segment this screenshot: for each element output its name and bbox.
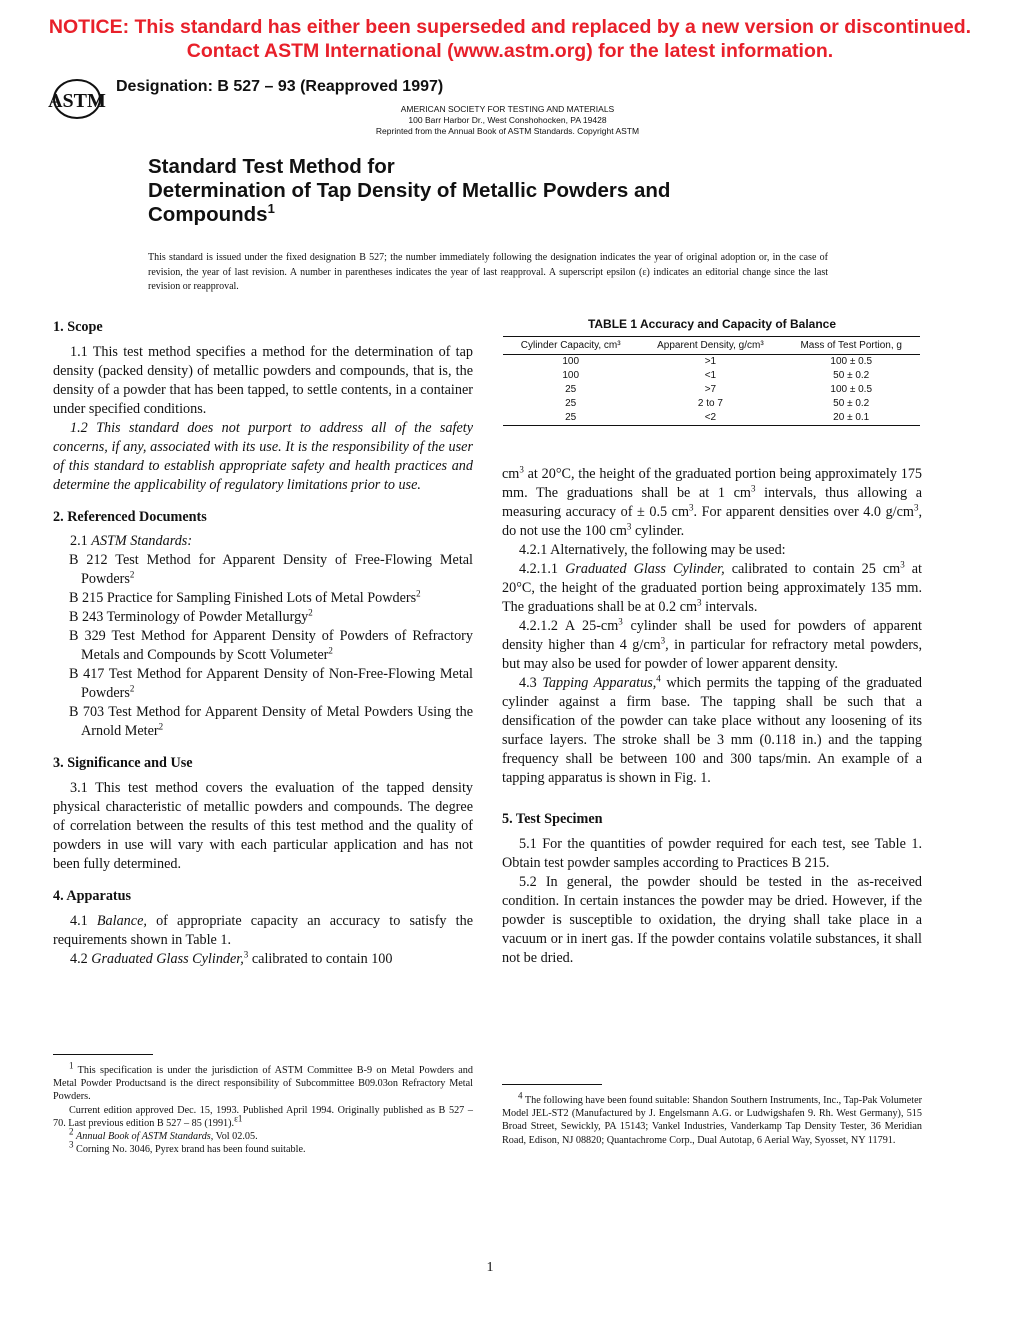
- para-4-2-1-1: [502, 560, 922, 617]
- section-2-heading: 2. Referenced Documents: [53, 509, 207, 525]
- footnote-1-text: This specification is under the jurisdiction of ASTM Committee B-9 on Metal Powders and Metal Powder Productsand is the direct responsibility of Subcommittee B09.03on Refractory Metal Powders.: [53, 1065, 473, 1103]
- footnote-3: [53, 1139, 473, 1156]
- table-cell: <1: [704, 370, 717, 381]
- cylinder-label: Graduated Glass Cylinder,: [91, 951, 244, 967]
- footnote-4-mark: 4: [518, 1090, 523, 1101]
- title-line-2: Determination of Tap Density of Metallic Powders and: [148, 179, 671, 202]
- left-column: [53, 318, 473, 969]
- reference-footnote-mark: 2: [129, 569, 135, 580]
- cube-mark: 3: [618, 616, 623, 627]
- para-4-1-num: 4.1: [70, 913, 88, 929]
- cube-mark: 3: [697, 597, 702, 608]
- reference-footnote-mark: 2: [158, 721, 164, 732]
- p4212-c: , in particular for refractory metal powders, but may also be used for powder of lower apparent density.: [502, 637, 922, 672]
- footnote-1: [53, 1060, 473, 1104]
- cube-mark: 3: [689, 502, 694, 513]
- para-4-2-1-1-num: 4.2.1.1: [519, 561, 559, 577]
- logo-text: ASTM: [48, 90, 106, 112]
- table-cell: <2: [638, 411, 782, 426]
- table-cell: 100: [562, 370, 580, 381]
- astm-logo-icon: [48, 78, 106, 120]
- section-1-heading: 1. Scope: [53, 319, 103, 335]
- p4212-b: cylinder shall be used for powders of apparent density higher than 4 g/cm: [502, 618, 922, 653]
- cube-mark: 3: [626, 521, 632, 532]
- table-header-cell: Cylinder Capacity, cm³: [503, 337, 638, 355]
- footnote-2-mark: 2: [69, 1126, 74, 1137]
- para-5-1: 5.1 For the quantities of powder required for each test, see Table 1. Obtain test powder samples according to Practices B 215.: [502, 836, 922, 871]
- footnote-2-tail: , Vol 02.05.: [210, 1131, 258, 1143]
- para-4-2-1: 4.2.1 Alternatively, the following may be used:: [519, 542, 786, 558]
- title-footnote-mark: 1: [267, 201, 275, 217]
- p4211-c: intervals.: [705, 599, 758, 615]
- table-header-cell: Mass of Test Portion, g: [782, 337, 920, 355]
- table-cell: 100 ± 0.5: [830, 356, 873, 367]
- footnotes-left: [53, 1060, 473, 1156]
- footnotes-right: [502, 1090, 922, 1147]
- society-name: AMERICAN SOCIETY FOR TESTING AND MATERIALS: [400, 104, 615, 114]
- reference-text: B 417 Test Method for Apparent Density of Non-Free-Flowing Metal Powders: [69, 666, 473, 701]
- designation: Designation: B 527 – 93 (Reapproved 1997): [116, 78, 444, 95]
- footnote-1-mark: 1: [69, 1060, 74, 1071]
- cube-mark: 3: [913, 502, 919, 513]
- reference-text: B 243 Terminology of Powder Metallurgy: [69, 609, 309, 625]
- reference-item: [53, 627, 473, 665]
- issuance-statement: This standard is issued under the fixed designation B 527; the number immediately following the designation indicates the year of original adoption or, in the case of revision, the year of last revision. A number in parentheses indicates the year of last reapproval. A superscript epsilon (ε) indicates an editorial change since the last revision or reapproval.: [148, 252, 828, 292]
- table-cell: 20 ± 0.1: [782, 411, 920, 426]
- cube-mark: 3: [660, 635, 666, 646]
- cube-mark: 3: [750, 483, 756, 494]
- footnote-rule-left: [53, 1054, 153, 1055]
- page-number: 1: [486, 1260, 494, 1275]
- para-4-3-num: 4.3: [519, 675, 537, 691]
- table-cell: 100 ± 0.5: [830, 384, 873, 395]
- reference-text: B 329 Test Method for Apparent Density of Powders of Refractory Metals and Compounds by Scott Volumeter: [69, 628, 473, 663]
- footnote-2: [53, 1126, 473, 1143]
- cont-c: intervals, thus allowing a measuring accuracy of ± 0.5 cm: [502, 485, 922, 520]
- table-1-caption: TABLE 1 Accuracy and Capacity of Balance: [587, 317, 837, 331]
- table-cell: 50 ± 0.2: [833, 398, 870, 409]
- reference-footnote-mark: 2: [129, 683, 135, 694]
- table-cell: 25: [565, 398, 577, 409]
- table-header-row: [503, 337, 920, 355]
- para-4-2-num: 4.2: [70, 951, 88, 967]
- reference-text: B 703 Test Method for Apparent Density of Metal Powders Using the Arnold Meter: [69, 704, 473, 739]
- reference-text: B 212 Test Method for Apparent Density of Free-Flowing Metal Powders: [69, 552, 473, 587]
- footnote-1b-mark: ε1: [234, 1113, 243, 1124]
- para-4-2-continued: [502, 465, 922, 541]
- footnote-2-text: Annual Book of ASTM Standards: [76, 1131, 211, 1143]
- title-line-1: Standard Test Method for: [148, 155, 395, 178]
- table-1: [503, 336, 920, 426]
- table-row: [503, 369, 920, 383]
- reference-item: [53, 665, 473, 703]
- footnote-1b: [53, 1104, 473, 1130]
- title-line-3: [148, 202, 275, 227]
- notice-line-1: NOTICE: This standard has either been superseded and replaced by a new version or discontinued.: [48, 16, 972, 38]
- footnote-rule-right: [502, 1084, 602, 1085]
- table-cell: 2 to 7: [697, 398, 723, 409]
- tapping-apparatus-label: Tapping Apparatus,: [542, 675, 657, 691]
- para-4-2: [53, 950, 473, 969]
- table-cell: 50 ± 0.2: [833, 370, 870, 381]
- reference-item: [53, 703, 473, 741]
- reference-item: [53, 551, 473, 589]
- para-4-2-1-2: [502, 617, 922, 674]
- section-3-heading: 3. Significance and Use: [53, 755, 193, 771]
- footnote-mark-3: 3: [243, 949, 249, 960]
- reference-footnote-mark: 2: [308, 607, 313, 618]
- table-row: [503, 383, 920, 397]
- table-cell: 25: [565, 384, 577, 395]
- table-cell: 100: [562, 356, 580, 367]
- footnote-4-text: The following have been found suitable: Shandon Southern Instruments, Inc., Tap-Pak Volumeter Model JEL-ST2 (Manufactured by J. Engelsmann A.G. or Ludwigshafen 9. Rh. West Germany), 515 Broad Street, Sewickly, PA 15143; Vankel Industries, Vanderkamp Tap Density Tester, 36 Meridian Road, Edison, NJ 08820; Quantachrome Corp., Dual Autotap, 6 Aerial Way, Syosset, NY 11791.: [502, 1095, 922, 1146]
- para-2-1-num: 2.1: [70, 533, 88, 549]
- para-2-1: [53, 532, 473, 551]
- table-cell: 25: [503, 411, 638, 426]
- table-header-cell: Apparent Density, g/cm³: [638, 337, 782, 355]
- para-4-2-text: calibrated to contain 100: [251, 951, 393, 967]
- footnote-4: [502, 1090, 922, 1147]
- para-4-1-text: of appropriate capacity an accuracy to satisfy the requirements shown in Table 1.: [53, 913, 474, 948]
- reference-footnote-mark: 2: [416, 588, 421, 599]
- astm-standards-label: ASTM Standards:: [91, 533, 193, 549]
- table-1-body: [503, 355, 920, 426]
- reference-item: [53, 608, 473, 627]
- title-line-3-text: Compounds: [148, 203, 268, 226]
- reference-text: B 215 Practice for Sampling Finished Lots of Metal Powders: [69, 590, 417, 606]
- reference-footnote-mark: 2: [328, 645, 333, 656]
- section-4-heading: 4. Apparatus: [53, 888, 132, 904]
- reference-item: [53, 589, 473, 608]
- para-4-3-text: which permits the tapping of the graduated cylinder against a firm base. The tapping shall be such that a densification of the powder can take place without any loosening of its surface layers. The stroke shall be 3 mm (0.118 in.) and the tapping frequency shall be between 100 and 300 taps/min. An example of a tapping apparatus is shown in Fig. 1.: [502, 675, 923, 786]
- society-reprint: Reprinted from the Annual Book of ASTM Standards. Copyright ASTM: [375, 126, 640, 136]
- table-cell: >1: [704, 356, 717, 367]
- para-4-1: [53, 912, 473, 950]
- cube-mark: 3: [519, 464, 524, 475]
- p4211-b: at 20°C, the height of the graduated portion being approximately 135 mm. The graduations shall be at 0.2 cm: [502, 561, 922, 615]
- table-cell: >7: [704, 384, 717, 395]
- cont-a: cm: [502, 466, 520, 482]
- table-row: [503, 397, 920, 411]
- cont-d: . For apparent densities over 4.0 g/cm: [693, 504, 914, 520]
- para-4-3: [502, 674, 922, 788]
- para-5-2: 5.2 In general, the powder should be tested in the as-received condition. In certain instances the powder may be dried. However, if the powder is susceptible to oxidation, the drying shall take place in a vacuum or in inert gas. If the powder contains volatile substances, it shall not be dried.: [502, 874, 922, 966]
- para-1-2: 1.2 This standard does not purport to address all of the safety concerns, if any, associated with its use. It is the responsibility of the user of this standard to establish appropriate safety and health practices and determine the applicability of regulatory limitations prior to use.: [53, 420, 473, 493]
- balance-label: Balance,: [96, 913, 147, 929]
- para-3-1: 3.1 This test method covers the evaluation of the tapped density physical characteristic of metallic powders and compounds. The degree of correlation between the results of this test method and the quality of powders in use will vary with each particular application and has not been fully determined.: [53, 780, 473, 872]
- footnote-3-text: Corning No. 3046, Pyrex brand has been found suitable.: [76, 1144, 306, 1156]
- referenced-documents-list: [53, 551, 473, 741]
- table-1-grid: [503, 336, 920, 426]
- notice-line-2: Contact ASTM International (www.astm.org) for the latest information.: [186, 40, 834, 62]
- cont-b: at 20°C, the height of the graduated portion being approximately 175 mm. The graduations shall be at 1 cm: [502, 466, 923, 501]
- right-column: [502, 465, 922, 968]
- footnote-mark-4: 4: [656, 673, 661, 684]
- cube-mark: 3: [900, 559, 905, 570]
- society-address: 100 Barr Harbor Dr., West Conshohocken, PA 19428: [408, 115, 607, 125]
- p4212-a: 4.2.1.2 A 25-cm: [519, 618, 619, 634]
- footnote-3-mark: 3: [69, 1139, 74, 1150]
- table-row: [503, 411, 920, 426]
- table-row: [503, 355, 920, 370]
- footnote-1b-text: Current edition approved Dec. 15, 1993. Published April 1994. Originally published as B 527 – 70. Last previous edition B 527 – 85 (1991).: [53, 1104, 473, 1129]
- cont-e: , do not use the 100 cm: [502, 504, 922, 539]
- cont-f: cylinder.: [634, 523, 685, 539]
- para-1-1: 1.1 This test method specifies a method for the determination of tap density (packed density) of metallic powders and compounds, that is, the density of a powder that has been tapped, to settle contents, in a container under specified conditions.: [53, 344, 473, 417]
- p4211-a: calibrated to contain 25 cm: [731, 561, 901, 577]
- graduated-cylinder-label: Graduated Glass Cylinder,: [565, 561, 725, 577]
- section-5-heading: 5. Test Specimen: [502, 811, 603, 827]
